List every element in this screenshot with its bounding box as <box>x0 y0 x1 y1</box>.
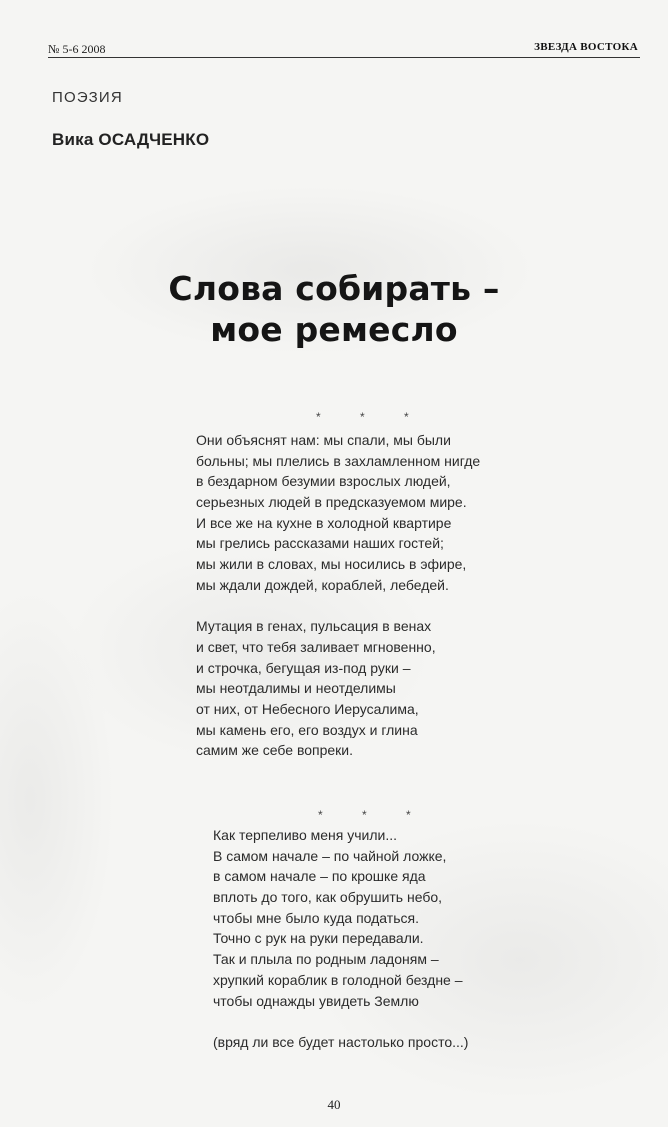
separator-asterisks-2: * * * <box>318 808 429 822</box>
author-name: Вика ОСАДЧЕНКО <box>52 130 210 149</box>
poem-line: самим же себе вопреки. <box>196 742 354 759</box>
poem-line: и строчка, бегущая из-под руки – <box>196 659 411 676</box>
poem-cycle-title <box>0 268 668 350</box>
header-divider <box>48 57 640 58</box>
poem-line: чтобы однажды увидеть Землю <box>213 992 419 1009</box>
poem-line: в бездарном безумии взрослых людей, <box>196 473 451 490</box>
title-line-2: мое ремесло <box>210 310 458 349</box>
poem-line: и свет, что тебя заливает мгновенно, <box>196 638 436 655</box>
poem-line: Так и плыла по родным ладоням – <box>213 951 439 968</box>
poem-line: мы ждали дождей, кораблей, лебедей. <box>196 576 449 593</box>
poem-line: чтобы мне было куда податься. <box>213 909 419 926</box>
poem-line: Мутация в генах, пульсация в венах <box>196 618 432 635</box>
poem-line: Как терпеливо меня учили... <box>213 827 398 843</box>
journal-name: ЗВЕЗДА ВОСТОКА <box>534 41 638 53</box>
poem-line: В самом начале – по чайной ложке, <box>213 847 447 864</box>
separator-asterisks-1: * * * <box>316 410 427 424</box>
poem-line: И все же на кухне в холодной квартире <box>196 514 452 531</box>
stanza-break <box>196 596 480 617</box>
poem-line: больны; мы плелись в захламленном нигде <box>196 452 481 469</box>
poem-line: от них, от Небесного Иерусалима, <box>196 700 419 717</box>
title-line-1: Слова собирать – <box>168 269 500 308</box>
poem-line: мы неотдалимы и неотделимы <box>196 680 396 697</box>
poem-line: (вряд ли все будет настолько просто...) <box>213 1033 469 1050</box>
poem-line: хрупкий кораблик в голодной бездне – <box>213 971 463 988</box>
poem-2 <box>213 825 468 1053</box>
stanza-break <box>213 1011 468 1032</box>
poem-line: Они объяснят нам: мы спали, мы были <box>196 432 451 448</box>
poem-line: мы жили в словах, мы носились в эфире, <box>196 556 467 573</box>
section-label: ПОЭЗИЯ <box>52 89 123 106</box>
page-number: 40 <box>327 1097 341 1112</box>
poem-line: мы камень его, его воздух и глина <box>196 721 418 738</box>
poem-line: серьезных людей в предсказуемом мире. <box>196 494 467 511</box>
poem-1 <box>196 430 480 761</box>
issue-number: № 5-6 2008 <box>48 42 106 56</box>
poem-line: в самом начале – по крошке яда <box>213 868 426 885</box>
poem-line: вплоть до того, как обрушить небо, <box>213 889 443 906</box>
poem-line: Точно с рук на руки передавали. <box>213 930 424 947</box>
poem-line: мы грелись рассказами наших гостей; <box>196 535 444 552</box>
